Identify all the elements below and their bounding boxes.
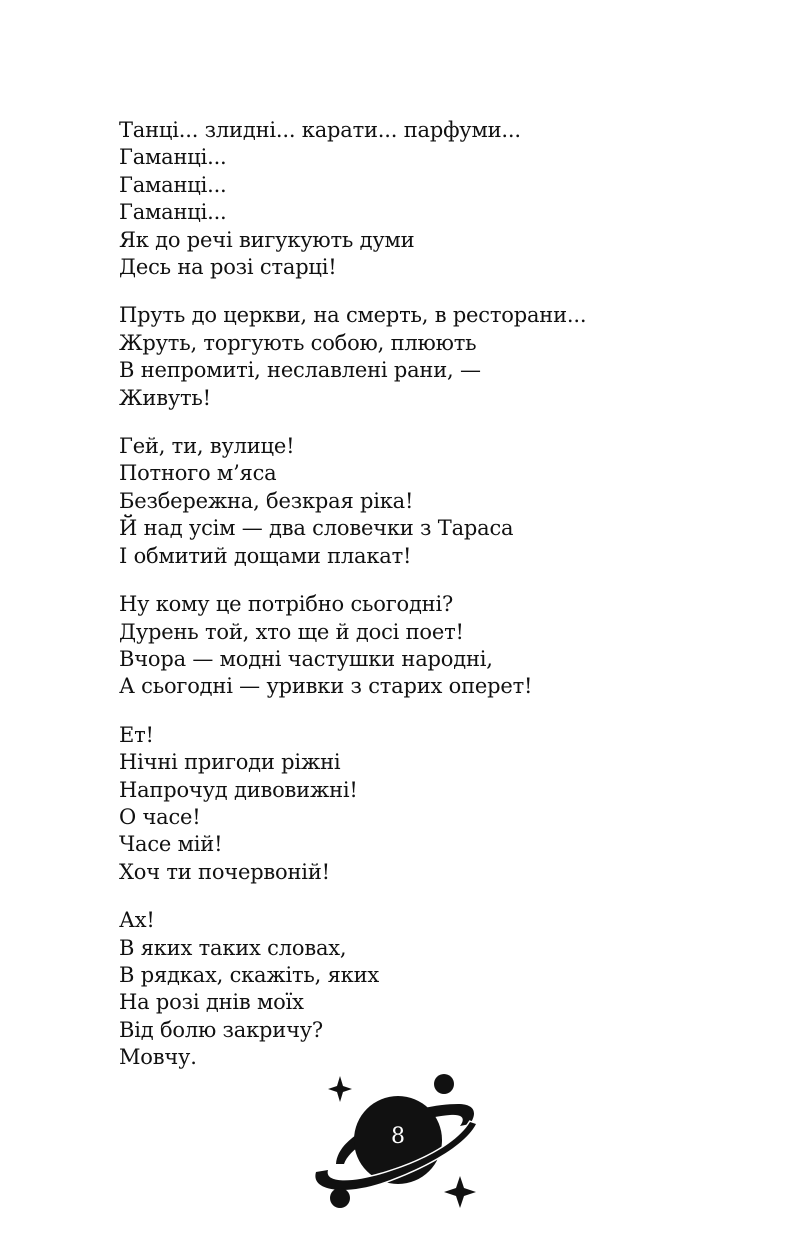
poem-line: Ах! (119, 908, 155, 933)
stanza-6 (119, 907, 739, 1071)
poem-line: Потного м’яса (119, 461, 277, 486)
poem-line: Й над усім — два словечки з Тараса (119, 516, 514, 541)
poem-line: Від болю закричу? (119, 1017, 323, 1042)
page-number-ornament (308, 1068, 484, 1216)
stanza-4 (119, 591, 739, 701)
poem-line: В рядках, скажіть, яких (119, 962, 380, 987)
poem (119, 117, 739, 1093)
poem-line: Гей, ти, вулице! (119, 434, 295, 459)
poem-line: Мовчу. (119, 1045, 197, 1070)
star-sparkle-icon (444, 1176, 476, 1208)
poem-line: Часе мій! (119, 832, 223, 857)
moon-dot-icon (330, 1188, 350, 1208)
poem-line: Гаманці... (119, 172, 227, 197)
star-sparkle-icon (328, 1076, 352, 1102)
poem-line: Десь на розі старці! (119, 255, 337, 280)
stanza-2 (119, 302, 739, 412)
poem-line: Хоч ти почервоній! (119, 859, 330, 884)
stanza-3 (119, 433, 739, 570)
stanza-1 (119, 117, 739, 281)
poem-line: Напрочуд дивовижні! (119, 777, 358, 802)
poem-line: В непромиті, неславлені рани, — (119, 358, 481, 383)
poem-line: І обмитий дощами плакат! (119, 543, 412, 568)
poem-line: Дурень той, хто ще й досі поет! (119, 619, 464, 644)
poem-line: Танці... злидні... карати... парфуми... (119, 118, 521, 142)
poem-line: Ет! (119, 722, 154, 747)
poem-line: Живуть! (119, 385, 211, 410)
poem-line: О часе! (119, 804, 201, 829)
poem-line: Жруть, торгують собою, плюють (119, 330, 477, 355)
poem-line: Вчора — модні частушки народні, (119, 646, 493, 671)
stanza-5 (119, 722, 739, 886)
poem-line: Нічні пригоди ріжні (119, 750, 341, 775)
poem-line: Безбережна, безкрая ріка! (119, 488, 414, 513)
page-number: 8 (391, 1124, 405, 1149)
poem-line: Гаманці... (119, 145, 227, 170)
poem-line: Ну кому це потрібно сьогодні? (119, 592, 454, 617)
poem-line: В яких таких словах, (119, 935, 347, 960)
moon-dot-icon (434, 1074, 454, 1094)
poem-line: На розі днів моїх (119, 990, 304, 1015)
poem-line: Як до речі вигукують думи (119, 227, 415, 252)
poem-line: А сьогодні — уривки з старих оперет! (119, 674, 533, 699)
poem-line: Пруть до церкви, на смерть, в ресторани... (119, 303, 587, 328)
poem-line: Гаманці... (119, 200, 227, 225)
